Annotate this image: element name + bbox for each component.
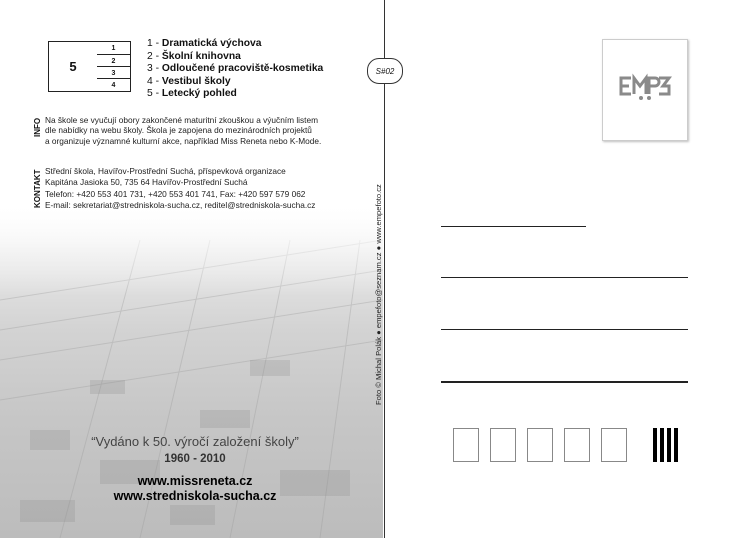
legend-item: 2 - Školní knihovna [147,50,241,62]
grid-cell-2: 2 [97,54,130,67]
grid-big-number: 5 [69,59,77,74]
photo-credit: Foto © Michal Polák ● empefoto@seznam.cz ● www.empefoto.cz [374,184,383,405]
empe-logo-icon [617,72,673,108]
info-text: Na škole se vyučují obory zakončené maturitní zkouškou a výučním listem dle nabídky na webu školy. Škola je zapojena do mezinárodních projektů a organizuje významné kulturní akce, například Miss Reneta nebo K-Mode. [45,115,322,146]
website-missreneta[interactable]: www.missreneta.cz [137,474,253,488]
address-line-2[interactable] [441,277,688,278]
legend-item: 5 - Letecký pohled [147,88,237,100]
postal-code-box[interactable] [453,428,479,462]
postal-code-boxes [453,428,627,462]
postal-code-box[interactable] [527,428,553,462]
stamp-area [602,39,688,141]
postcard-code-tag: S#02 [367,58,403,84]
postal-bar [667,428,671,462]
grid-cell-3: 3 [97,66,130,79]
postal-bar [653,428,657,462]
contact-text: Střední škola, Havířov-Prostřední Suchá, příspevková organizace Kapitána Jasioka 50, 735 64 Havířov-Prostřední Suchá Telefon: +420 553 401 731, +420 553 401 741, Fax: +420 597 579 062 E-mail: sekretariat@stredniskola-sucha.cz, reditel@stredniskola-sucha.cz [45,166,316,211]
postal-bars [653,428,678,462]
photo-legend-list [147,38,323,101]
anniversary-quote: “Vydáno k 50. výročí založení školy” [91,434,299,449]
postal-bar [674,428,678,462]
address-line-1[interactable] [441,226,586,227]
photo-grid-legend [48,41,131,92]
grid-cell-1: 1 [97,41,130,54]
website-school[interactable]: www.stredniskola-sucha.cz [113,489,277,503]
address-line-4[interactable] [441,381,688,383]
postal-bar [660,428,664,462]
legend-item: 1 - Dramatická výchova [147,38,262,49]
grid-cell-4: 4 [97,78,130,91]
legend-item: 4 - Vestibul školy [147,75,231,87]
address-line-3[interactable] [441,329,688,330]
anniversary-years: 1960 - 2010 [164,453,226,465]
postal-code-box[interactable] [601,428,627,462]
postal-code-box[interactable] [564,428,590,462]
info-heading: INFO [33,117,42,137]
postal-code-box[interactable] [490,428,516,462]
contact-heading: KONTAKT [33,169,42,208]
legend-item: 3 - Odloučené pracoviště-kosmetika [147,63,324,75]
